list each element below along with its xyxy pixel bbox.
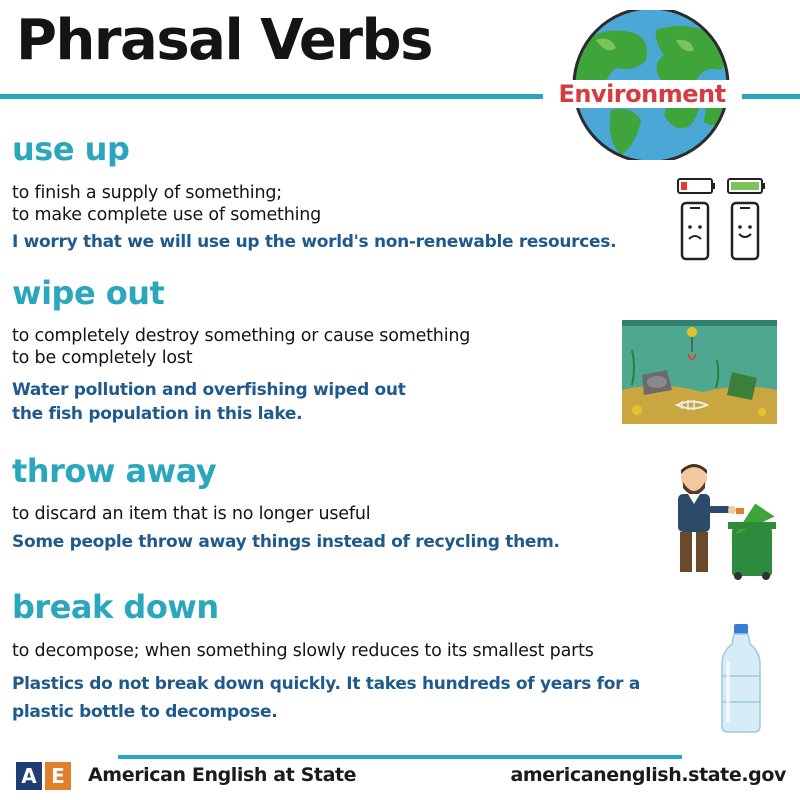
topic-label: Environment bbox=[543, 80, 741, 108]
definition-line: to completely destroy something or cause something bbox=[12, 326, 471, 346]
phrasal-verb-wipe-out: wipe out bbox=[12, 274, 165, 312]
example-line: Plastics do not break down quickly. It takes hundreds of years for a bbox=[12, 674, 641, 694]
definition-line: to discard an item that is no longer useful bbox=[12, 504, 371, 524]
phrasal-verb-throw-away: throw away bbox=[12, 452, 217, 490]
example-line: Some people throw away things instead of recycling them. bbox=[12, 532, 560, 552]
header-divider-right bbox=[742, 94, 800, 99]
logo-a: A bbox=[16, 762, 42, 790]
page-title: Phrasal Verbs bbox=[16, 8, 432, 73]
definition-line: to make complete use of something bbox=[12, 205, 322, 225]
plastic-bottle-icon bbox=[718, 622, 764, 738]
phrasal-verb-use-up: use up bbox=[12, 130, 130, 168]
website-link[interactable]: americanenglish.state.gov bbox=[510, 764, 786, 786]
header-divider bbox=[0, 94, 545, 99]
definition-line: to decompose; when something slowly reduces to its smallest parts bbox=[12, 641, 594, 661]
polluted-lake-icon bbox=[622, 320, 777, 428]
logo-e: E bbox=[45, 762, 71, 790]
phones-battery-icon bbox=[672, 175, 772, 269]
example-line: Water pollution and overfishing wiped out bbox=[12, 380, 406, 400]
definition-line: to be completely lost bbox=[12, 348, 193, 368]
definition-line: to finish a supply of something; bbox=[12, 183, 282, 203]
person-trash-bin-icon bbox=[662, 458, 787, 587]
example-line: I worry that we will use up the world's non-renewable resources. bbox=[12, 232, 617, 252]
example-line: the fish population in this lake. bbox=[12, 404, 303, 424]
phrasal-verb-break-down: break down bbox=[12, 588, 219, 626]
footer-divider bbox=[118, 755, 682, 759]
example-line: plastic bottle to decompose. bbox=[12, 702, 278, 722]
organization-name: American English at State bbox=[88, 764, 357, 786]
